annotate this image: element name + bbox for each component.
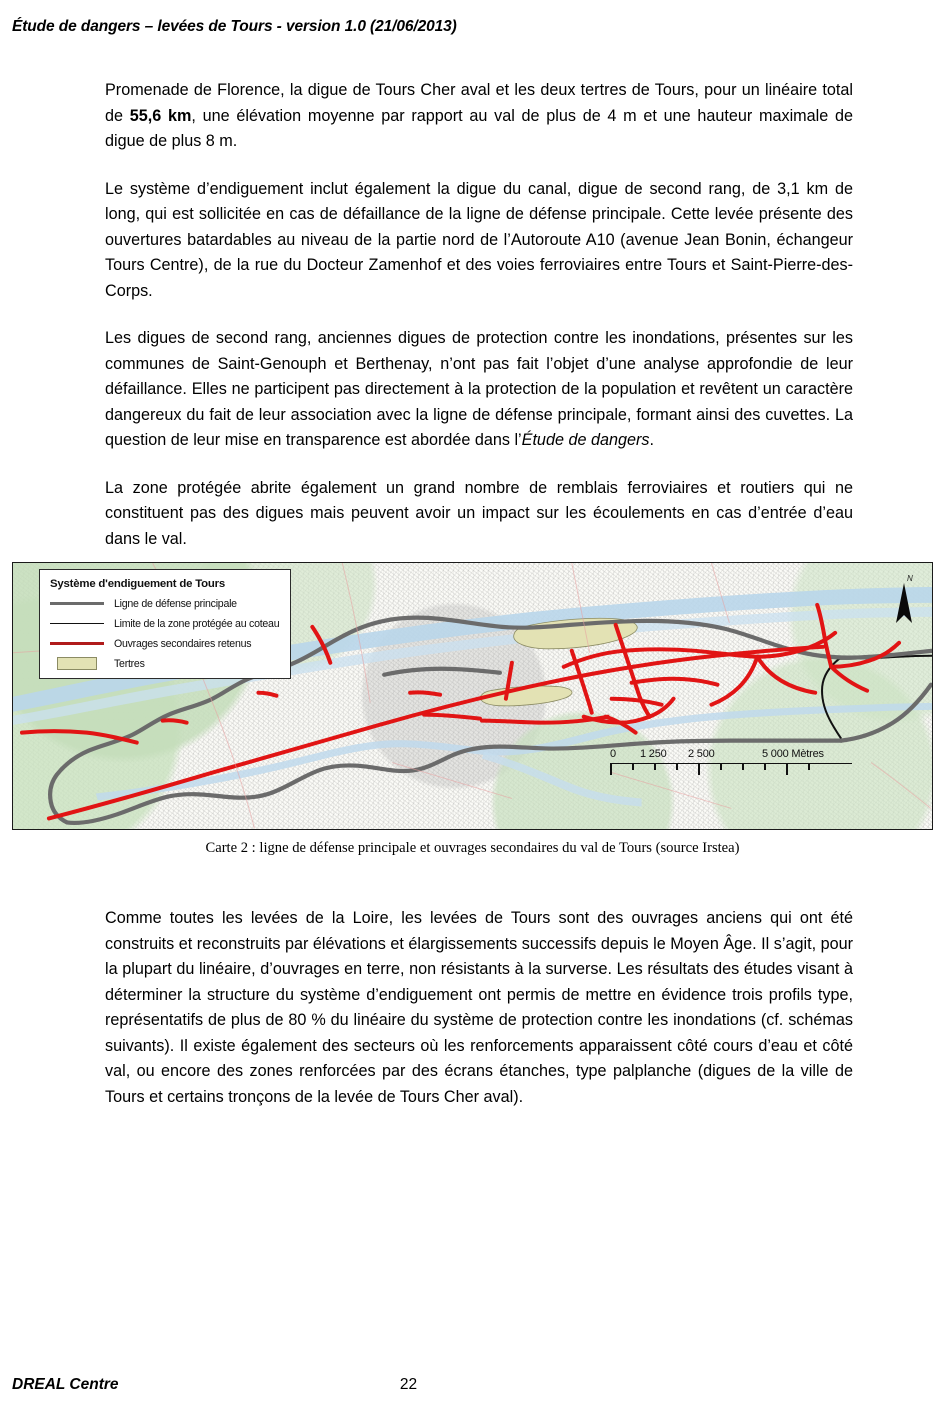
north-arrow-icon — [889, 571, 919, 633]
page-footer — [12, 1376, 935, 1396]
map-image — [12, 562, 933, 830]
page-header: Étude de dangers – levées de Tours - version 1.0 (21/06/2013) — [12, 18, 457, 35]
black-line-icon — [48, 623, 106, 624]
legend-item-label: Tertres — [114, 657, 145, 670]
footer-page-number: 22 — [399, 1376, 418, 1393]
figure-caption: Carte 2 : ligne de défense principale et ouvrages secondaires du val de Tours (source Irstea) — [205, 840, 740, 856]
khaki-box-icon — [48, 657, 106, 670]
paragraph-4: La zone protégée abrite également un grand nombre de remblais ferroviaires et routiers qui ne constituent pas des digues mais peuvent avoir un impact sur les écoulements en cas d’entrée d’eau dans le val. — [105, 478, 853, 548]
document-body — [105, 78, 853, 552]
legend-item-tertres — [48, 657, 282, 670]
scalebar-label: 5 000 Mètres — [762, 748, 824, 760]
paragraph-3-italic-title: Étude de dangers — [521, 431, 650, 449]
legend-item-ouvrages-secondaires — [48, 637, 282, 650]
paragraph-5: Comme toutes les levées de la Loire, les levées de Tours sont des ouvrages anciens qui ont été construits et reconstruits par élévations et élargissements successifs depuis le Moyen Âge. Il s’agit, pour la plupart du linéaire, d’ouvrages en terre, non résistants à la surverse. Les résultats des études visant à déterminer la structure du système d’endiguement ont permis de mettre en évidence trois profils type, représentatifs de plus de 80 % du linéaire du système de protection contre les inondations (cf. schémas suivants). Il existe également des secteurs où les renforcements apparaissent côté cours d’eau et côté val, ou encore des zones renforcées par des écrans étanches, type palplanche (digues de la ville de Tours et certains tronçons de la levée de Tours Cher aval). — [105, 909, 853, 1106]
paragraph-2: Le système d’endiguement inclut également la digue du canal, digue de second rang, de 3,1 km de long, qui est sollicitée en cas de défaillance de la ligne de défense principale. Cette levée présente des ouvertures batardables au niveau de la partie nord de l’Autoroute A10 (avenue Jean Bonin, échangeur Tours Centre), de la rue du Docteur Zamenhof et des voies ferroviaires entre Tours et Saint-Pierre-des-Corps. — [105, 179, 853, 300]
map-legend — [39, 569, 291, 679]
legend-title: Système d'endiguement de Tours — [50, 578, 225, 590]
legend-item-ligne-defense — [48, 597, 282, 610]
svg-text:N: N — [907, 574, 913, 583]
paragraph-3-part-a: Les digues de second rang, anciennes digues de protection contre les inondations, présentes sur les communes de Saint-Genouph et Berthenay, n’ont pas fait l’objet d’une analyse approfondie de leur défaillance. Elles ne participent pas directement à la protection de la population et revêtent un caractère dangereux du fait de leur association avec la ligne de défense principale, formant ainsi des cuvettes. La question de leur mise en transparence est abordée dans l’ — [105, 329, 853, 449]
footer-organisation: DREAL Centre — [12, 1376, 119, 1393]
map-scalebar — [610, 748, 852, 775]
paragraph-1-bold-value: 55,6 km — [129, 106, 192, 125]
legend-item-label: Ligne de défense principale — [114, 597, 237, 610]
scalebar-label: 2 500 — [688, 748, 715, 760]
scalebar-label: 1 250 — [640, 748, 667, 760]
scalebar-ruler — [610, 763, 852, 775]
legend-item-limite-zone — [48, 617, 282, 630]
paragraph-3-part-b: . — [649, 431, 654, 449]
document-body-after-figure — [105, 906, 853, 1110]
paragraph-3 — [105, 326, 853, 454]
scalebar-label: 0 — [610, 748, 616, 760]
figure-carte-2 — [12, 562, 933, 857]
legend-item-label: Limite de la zone protégée au coteau — [114, 617, 280, 630]
scalebar-labels — [610, 748, 852, 762]
paragraph-1-part-a: Promenade de Florence, la digue de Tours Cher aval et les deux tertres de Tours, pour un linéaire total de — [105, 81, 853, 125]
red-line-icon — [48, 642, 106, 645]
paragraph-1-part-b: , une élévation moyenne par rapport au val de plus de 4 m et une hauteur maximale de digue de plus 8 m. — [105, 106, 853, 150]
paragraph-1 — [105, 78, 853, 155]
legend-item-label: Ouvrages secondaires retenus — [114, 637, 252, 650]
grey-line-icon — [48, 602, 106, 605]
